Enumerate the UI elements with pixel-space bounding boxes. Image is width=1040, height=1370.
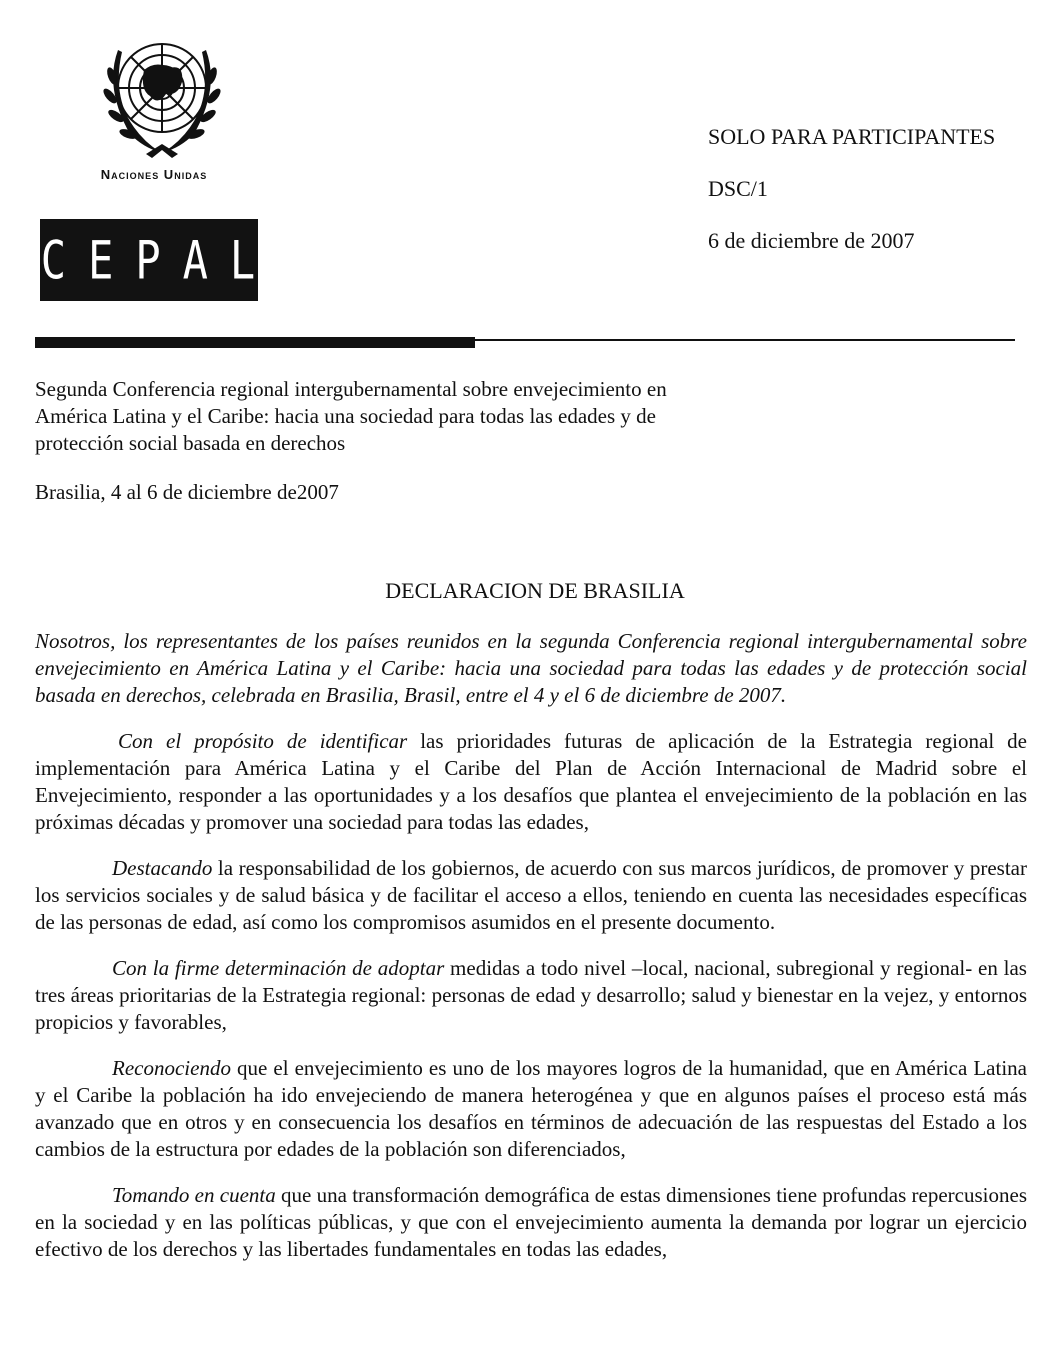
organization-name: Naciones Unidas	[100, 167, 208, 182]
paragraph-lead: Tomando en cuenta	[112, 1183, 276, 1207]
paragraph-lead: Reconociendo	[112, 1056, 231, 1080]
body-paragraph	[35, 855, 1027, 936]
body-paragraph	[35, 955, 1027, 1036]
preamble-paragraph: Nosotros, los representantes de los países reunidos en la segunda Conferencia regional intergubernamental sobre envejecimiento en América Latina y el Caribe: hacia una sociedad para todas las edades y de protección social basada en derechos, celebrada en Brasilia, Brasil, entre el 4 y el 6 de diciembre de 2007.	[35, 629, 1027, 707]
document-symbol: DSC/1	[708, 176, 768, 201]
conference-place-date: Brasilia, 4 al 6 de diciembre de2007	[35, 480, 339, 504]
body-paragraph	[35, 1055, 1027, 1163]
body-paragraph	[35, 1182, 1027, 1263]
un-emblem-icon	[100, 30, 224, 162]
conference-title: Segunda Conferencia regional intergubernamental sobre envejecimiento en América Latina y el Caribe: hacia una sociedad para todas las edades y de protección social basada en derechos	[35, 377, 667, 455]
paragraph-text: medidas a todo nivel –local, nacional, subregional y regional- en las tres áreas prioritarias de la Estrategia regional: personas de edad y desarrollo; salud y bienestar en la vejez, y entornos propicios y favorables,	[35, 956, 1027, 1034]
header-rule-thin	[35, 339, 1015, 341]
paragraph-text: las prioridades futuras de aplicación de la Estrategia regional de implementación para América Latina y el Caribe del Plan de Acción Internacional de Madrid sobre el Envejecimiento, responder a las oportunidades y a los desafíos que plantea el envejecimiento de la población en las próximas décadas y promover una sociedad para todas las edades,	[35, 729, 1027, 834]
paragraph-text: la responsabilidad de los gobiernos, de acuerdo con sus marcos jurídicos, de promover y prestar los servicios sociales y de salud básica y de facilitar el acceso a ellos, teniendo en cuenta las necesidades específicas de las personas de edad, así como los compromisos asumidos en el presente documento.	[35, 856, 1027, 934]
cepal-logo-text: CEPAL	[40, 229, 278, 291]
document-date: 6 de diciembre de 2007	[708, 228, 915, 253]
paragraph-lead: Destacando	[112, 856, 213, 880]
distribution-label: SOLO PARA PARTICIPANTES	[708, 124, 996, 149]
paragraph-text: que una transformación demográfica de estas dimensiones tiene profundas repercusiones en la sociedad y en las políticas públicas, y que con el envejecimiento aumenta la demanda por lograr un ejercicio efectivo de los derechos y las libertades fundamentales en todas las edades,	[35, 1183, 1027, 1261]
paragraph-lead: Con la firme determinación de adoptar	[112, 956, 445, 980]
cepal-logo	[40, 219, 278, 301]
body-paragraph	[35, 728, 1027, 836]
declaration-title: DECLARACION DE BRASILIA	[385, 578, 685, 603]
paragraph-text: que el envejecimiento es uno de los mayores logros de la humanidad, que en América Latina y el Caribe la población ha ido envejeciendo de manera heterogénea y que en algunos países el proceso está más avanzado que en otros y en consecuencia los desafíos en términos de adecuación de las respuestas del Estado a los cambios de la estructura por edades de la población son diferenciados,	[35, 1056, 1027, 1161]
declaration-body	[35, 628, 1027, 1282]
paragraph-lead: Con el propósito de identificar	[118, 729, 408, 753]
